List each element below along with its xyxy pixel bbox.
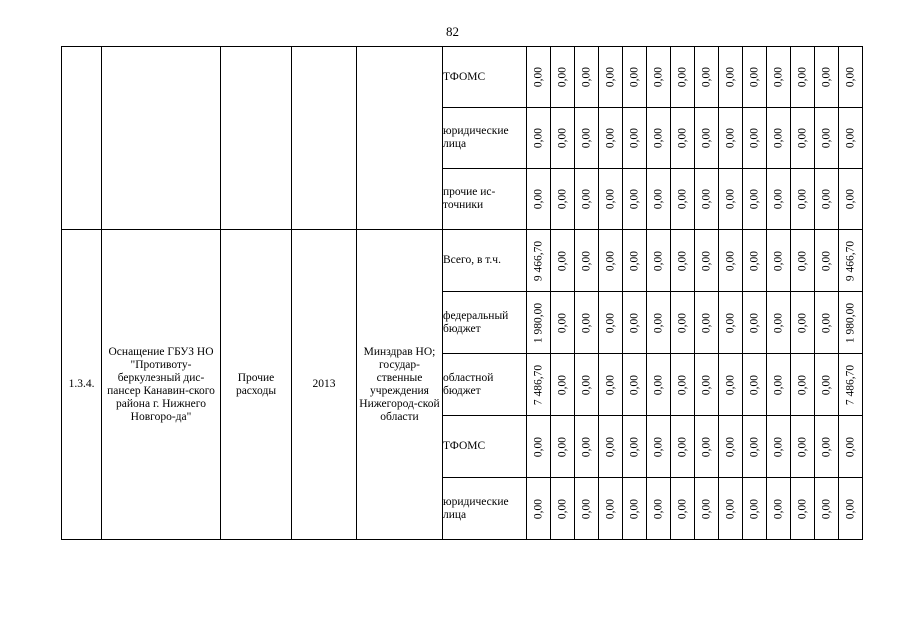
value-text: 0,00	[700, 250, 712, 271]
value-text: 0,00	[532, 127, 544, 149]
value-text: 0,00	[772, 66, 784, 88]
value-cell	[743, 354, 767, 416]
year: 2013	[292, 230, 357, 540]
value-text: 0,00	[652, 436, 664, 457]
value-text: 1 980,00	[844, 302, 856, 343]
value-cell	[647, 354, 671, 416]
value-text: 9 466,70	[532, 240, 544, 281]
value-text: 0,00	[700, 127, 712, 149]
value-cell	[743, 292, 767, 354]
value-cell	[551, 169, 575, 230]
value-text: 0,00	[844, 436, 856, 457]
value-cell	[599, 416, 623, 478]
executor-cell-empty	[357, 47, 443, 230]
value-cell	[551, 108, 575, 169]
value-text: 0,00	[820, 312, 832, 333]
value-cell	[839, 478, 863, 540]
value-text: 0,00	[772, 127, 784, 149]
value-cell	[623, 230, 647, 292]
value-cell	[671, 478, 695, 540]
value-text: 0,00	[652, 250, 664, 271]
value-text: 0,00	[676, 188, 688, 210]
value-text: 0,00	[532, 498, 544, 519]
value-cell	[671, 230, 695, 292]
funding-source: Всего, в т.ч.	[443, 230, 527, 292]
value-text: 0,00	[724, 250, 736, 271]
value-text: 0,00	[676, 436, 688, 457]
item-number: 1.3.4.	[62, 230, 102, 540]
value-text: 0,00	[772, 498, 784, 519]
table-row	[62, 230, 863, 292]
value-text: 0,00	[748, 312, 760, 333]
value-text: 0,00	[700, 498, 712, 519]
value-text: 0,00	[604, 436, 616, 457]
value-text: 0,00	[604, 127, 616, 149]
value-text: 0,00	[700, 66, 712, 88]
value-cell	[815, 416, 839, 478]
value-text: 0,00	[628, 312, 640, 333]
value-text: 0,00	[748, 374, 760, 395]
value-cell	[599, 292, 623, 354]
value-cell	[527, 478, 551, 540]
value-text: 0,00	[628, 498, 640, 519]
value-cell	[695, 47, 719, 108]
value-text: 0,00	[652, 127, 664, 149]
financing-table	[61, 46, 863, 540]
value-cell	[599, 230, 623, 292]
value-cell	[599, 108, 623, 169]
value-cell	[719, 108, 743, 169]
value-text: 0,00	[604, 312, 616, 333]
value-text: 0,00	[700, 312, 712, 333]
value-cell	[647, 169, 671, 230]
top-block	[62, 47, 863, 230]
value-text: 0,00	[580, 66, 592, 88]
value-cell	[695, 416, 719, 478]
value-cell	[695, 354, 719, 416]
value-cell	[623, 108, 647, 169]
value-text: 0,00	[796, 374, 808, 395]
value-text: 0,00	[532, 436, 544, 457]
value-text: 0,00	[628, 188, 640, 210]
value-text: 0,00	[724, 498, 736, 519]
value-cell	[743, 108, 767, 169]
value-text: 0,00	[820, 66, 832, 88]
item-name: Оснащение ГБУЗ НО "Противоту-беркулезный дис-пансер Канавин-ского района г. Нижнего Новгоро-да"	[102, 230, 221, 540]
value-text: 0,00	[724, 374, 736, 395]
value-cell	[839, 354, 863, 416]
value-cell	[599, 169, 623, 230]
value-cell	[719, 478, 743, 540]
value-cell	[695, 230, 719, 292]
value-cell	[767, 169, 791, 230]
value-cell	[551, 354, 575, 416]
value-cell	[671, 108, 695, 169]
value-cell	[623, 169, 647, 230]
value-cell	[575, 230, 599, 292]
value-cell	[527, 108, 551, 169]
value-text: 0,00	[628, 127, 640, 149]
value-cell	[767, 108, 791, 169]
value-cell	[743, 478, 767, 540]
value-cell	[695, 292, 719, 354]
value-cell	[743, 416, 767, 478]
value-cell	[767, 354, 791, 416]
value-cell	[719, 169, 743, 230]
value-cell	[575, 478, 599, 540]
expense-type-cell-empty	[221, 47, 292, 230]
value-cell	[719, 230, 743, 292]
value-text: 0,00	[772, 250, 784, 271]
value-cell	[623, 47, 647, 108]
value-cell	[575, 169, 599, 230]
value-cell	[743, 230, 767, 292]
value-text: 0,00	[676, 250, 688, 271]
value-cell	[527, 230, 551, 292]
value-text: 0,00	[844, 498, 856, 519]
value-text: 0,00	[556, 188, 568, 210]
value-cell	[791, 354, 815, 416]
value-text: 0,00	[556, 312, 568, 333]
value-cell	[767, 478, 791, 540]
value-text: 0,00	[796, 127, 808, 149]
value-cell	[815, 354, 839, 416]
value-cell	[575, 108, 599, 169]
year-cell-empty	[292, 47, 357, 230]
value-cell	[623, 354, 647, 416]
value-cell	[767, 230, 791, 292]
value-text: 0,00	[676, 374, 688, 395]
value-cell	[791, 108, 815, 169]
value-cell	[743, 169, 767, 230]
funding-source: юридические лица	[443, 108, 527, 169]
item-name-cell-empty	[102, 47, 221, 230]
value-text: 0,00	[604, 498, 616, 519]
value-text: 0,00	[748, 498, 760, 519]
value-cell	[599, 478, 623, 540]
value-text: 0,00	[580, 498, 592, 519]
value-cell	[551, 230, 575, 292]
value-cell	[671, 354, 695, 416]
value-text: 0,00	[796, 312, 808, 333]
value-text: 0,00	[556, 250, 568, 271]
value-text: 0,00	[580, 312, 592, 333]
value-text: 0,00	[748, 188, 760, 210]
value-text: 7 486,70	[844, 364, 856, 405]
value-text: 0,00	[820, 436, 832, 457]
value-cell	[623, 292, 647, 354]
value-text: 0,00	[676, 66, 688, 88]
value-cell	[839, 47, 863, 108]
funding-source: федеральный бюджет	[443, 292, 527, 354]
value-cell	[647, 292, 671, 354]
value-text: 9 466,70	[844, 240, 856, 281]
value-cell	[575, 47, 599, 108]
value-text: 0,00	[820, 188, 832, 210]
value-text: 0,00	[604, 66, 616, 88]
value-text: 0,00	[676, 498, 688, 519]
value-text: 0,00	[820, 250, 832, 271]
value-text: 0,00	[532, 188, 544, 210]
value-text: 0,00	[580, 188, 592, 210]
value-cell	[791, 478, 815, 540]
value-text: 0,00	[724, 66, 736, 88]
value-text: 0,00	[604, 250, 616, 271]
value-cell	[767, 292, 791, 354]
funding-source: ТФОМС	[443, 416, 527, 478]
value-text: 0,00	[748, 127, 760, 149]
value-text: 0,00	[676, 312, 688, 333]
value-cell	[719, 47, 743, 108]
value-cell	[671, 416, 695, 478]
value-cell	[815, 292, 839, 354]
value-text: 0,00	[844, 66, 856, 88]
value-cell	[575, 416, 599, 478]
value-cell	[551, 478, 575, 540]
value-text: 7 486,70	[532, 364, 544, 405]
value-cell	[647, 47, 671, 108]
value-cell	[671, 169, 695, 230]
value-cell	[623, 416, 647, 478]
value-text: 0,00	[724, 188, 736, 210]
value-cell	[551, 292, 575, 354]
value-text: 0,00	[724, 436, 736, 457]
value-text: 0,00	[796, 66, 808, 88]
expense-type: Прочие расходы	[221, 230, 292, 540]
value-text: 1 980,00	[532, 302, 544, 343]
value-text: 0,00	[700, 436, 712, 457]
value-cell	[695, 478, 719, 540]
value-cell	[767, 47, 791, 108]
value-text: 0,00	[796, 436, 808, 457]
value-text: 0,00	[556, 436, 568, 457]
value-cell	[527, 169, 551, 230]
value-text: 0,00	[652, 66, 664, 88]
value-cell	[647, 416, 671, 478]
value-text: 0,00	[532, 66, 544, 88]
table-row	[62, 47, 863, 108]
value-cell	[623, 478, 647, 540]
value-text: 0,00	[556, 374, 568, 395]
value-text: 0,00	[820, 498, 832, 519]
value-cell	[839, 292, 863, 354]
value-text: 0,00	[820, 127, 832, 149]
value-cell	[839, 169, 863, 230]
value-text: 0,00	[652, 374, 664, 395]
value-cell	[551, 47, 575, 108]
value-text: 0,00	[844, 127, 856, 149]
value-text: 0,00	[628, 436, 640, 457]
item-block	[62, 230, 863, 540]
value-text: 0,00	[604, 374, 616, 395]
value-text: 0,00	[556, 498, 568, 519]
value-cell	[815, 47, 839, 108]
value-text: 0,00	[796, 188, 808, 210]
value-cell	[791, 169, 815, 230]
value-cell	[839, 108, 863, 169]
value-cell	[839, 416, 863, 478]
funding-source: юридические лица	[443, 478, 527, 540]
value-text: 0,00	[652, 188, 664, 210]
value-cell	[815, 108, 839, 169]
value-text: 0,00	[748, 250, 760, 271]
value-text: 0,00	[628, 374, 640, 395]
value-text: 0,00	[844, 188, 856, 210]
value-text: 0,00	[652, 498, 664, 519]
value-text: 0,00	[628, 250, 640, 271]
value-cell	[647, 230, 671, 292]
value-cell	[671, 292, 695, 354]
value-cell	[719, 354, 743, 416]
value-cell	[647, 478, 671, 540]
value-text: 0,00	[796, 498, 808, 519]
value-text: 0,00	[724, 312, 736, 333]
funding-source: ТФОМС	[443, 47, 527, 108]
value-cell	[815, 478, 839, 540]
value-cell	[671, 47, 695, 108]
value-text: 0,00	[628, 66, 640, 88]
value-cell	[527, 354, 551, 416]
value-text: 0,00	[700, 374, 712, 395]
page-number: 82	[446, 24, 459, 39]
value-text: 0,00	[820, 374, 832, 395]
value-cell	[527, 416, 551, 478]
value-cell	[791, 416, 815, 478]
value-cell	[695, 169, 719, 230]
value-cell	[791, 230, 815, 292]
value-text: 0,00	[700, 188, 712, 210]
value-cell	[695, 108, 719, 169]
value-cell	[647, 108, 671, 169]
value-text: 0,00	[580, 250, 592, 271]
value-text: 0,00	[580, 127, 592, 149]
value-text: 0,00	[556, 127, 568, 149]
value-cell	[815, 169, 839, 230]
value-cell	[791, 292, 815, 354]
value-cell	[815, 230, 839, 292]
value-text: 0,00	[604, 188, 616, 210]
value-cell	[767, 416, 791, 478]
value-text: 0,00	[772, 312, 784, 333]
value-cell	[599, 354, 623, 416]
value-cell	[791, 47, 815, 108]
value-text: 0,00	[772, 374, 784, 395]
funding-source: областной бюджет	[443, 354, 527, 416]
value-text: 0,00	[580, 436, 592, 457]
value-text: 0,00	[580, 374, 592, 395]
value-text: 0,00	[772, 436, 784, 457]
value-text: 0,00	[772, 188, 784, 210]
item-number-cell-empty	[62, 47, 102, 230]
value-cell	[599, 47, 623, 108]
value-cell	[575, 354, 599, 416]
value-cell	[719, 416, 743, 478]
value-cell	[839, 230, 863, 292]
value-cell	[527, 292, 551, 354]
value-text: 0,00	[748, 436, 760, 457]
value-cell	[575, 292, 599, 354]
value-cell	[527, 47, 551, 108]
value-cell	[551, 416, 575, 478]
value-text: 0,00	[724, 127, 736, 149]
value-text: 0,00	[676, 127, 688, 149]
value-text: 0,00	[748, 66, 760, 88]
value-text: 0,00	[796, 250, 808, 271]
executor: Минздрав НО; государ-ственные учреждения Нижегород-ской области	[357, 230, 443, 540]
value-cell	[743, 47, 767, 108]
value-text: 0,00	[556, 66, 568, 88]
value-cell	[719, 292, 743, 354]
value-text: 0,00	[652, 312, 664, 333]
funding-source: прочие ис-точники	[443, 169, 527, 230]
